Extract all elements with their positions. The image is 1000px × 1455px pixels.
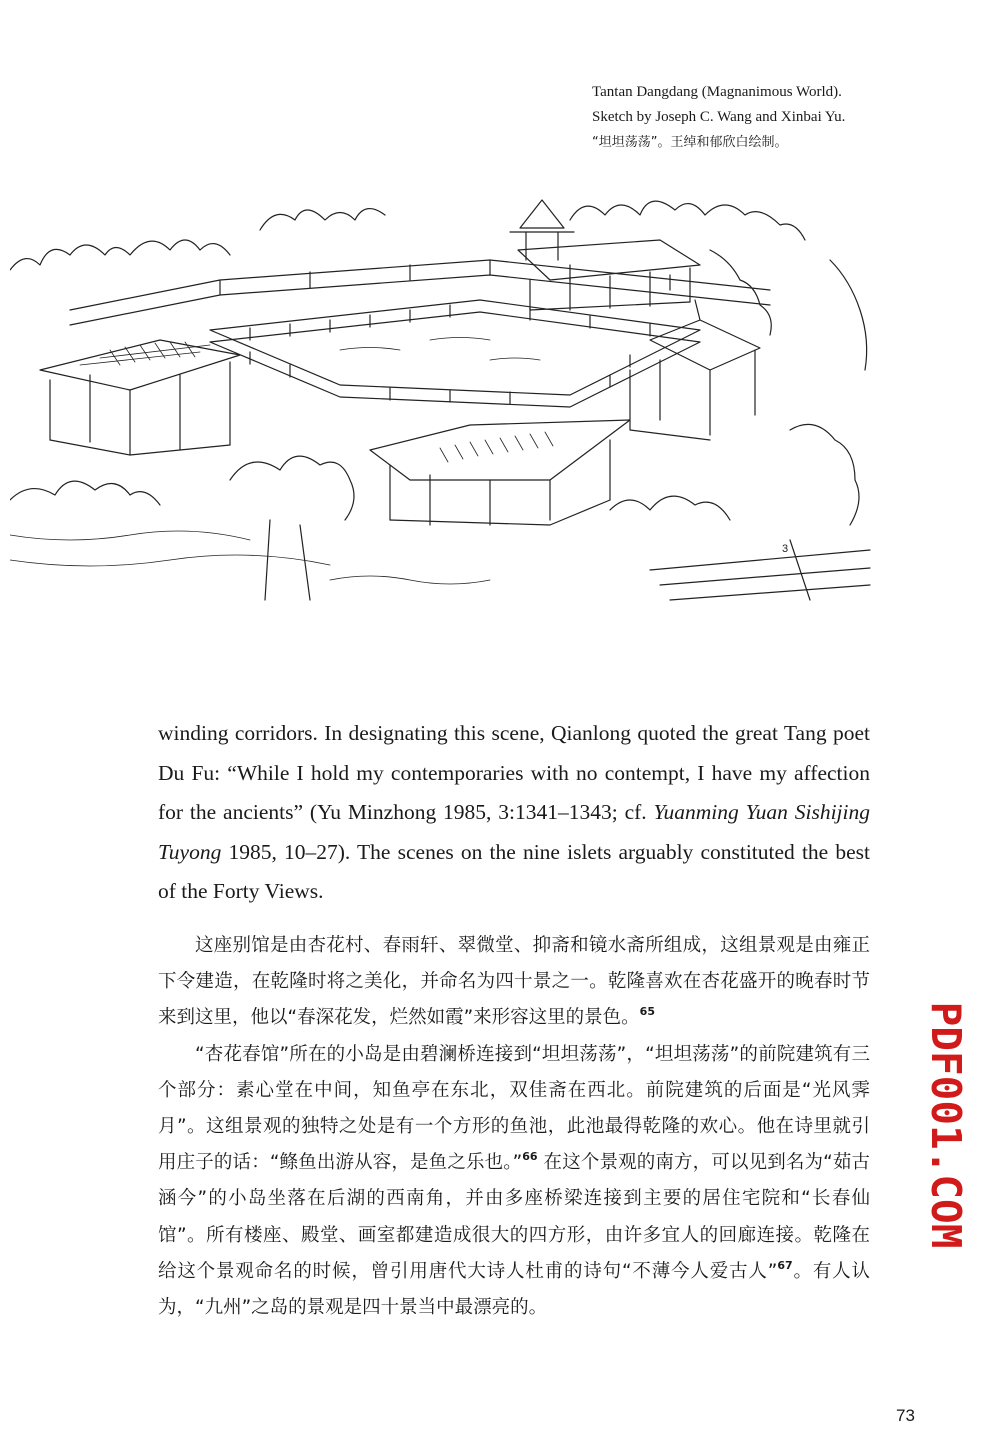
english-body — [158, 714, 870, 912]
watermark — [908, 1000, 978, 1250]
book-title: Yuanming Yuan Sishijing Tuyong — [158, 800, 870, 864]
caption-line-english-credit: Sketch by Joseph C. Wang and Xinbai Yu. — [592, 109, 846, 125]
caption-line-english-title: Tantan Dangdang (Magnanimous World). — [592, 84, 842, 100]
chinese-paragraph-2-text-a: “杏花春馆”所在的小岛是由碧澜桥连接到“坦坦荡荡”，“坦坦荡荡”的前院建筑有三个部分：素心堂在中间，知鱼亭在东北，双佳斋在西北。前院建筑的后面是“光风霁月”。这组景观的独特之处是有一个方形的鱼池，此池最得乾隆的欢心。他在诗里就引用庄子的话：“鲦鱼出游从容，是鱼之乐也。” — [158, 1043, 870, 1174]
footnote-ref-67: 67 — [777, 1258, 793, 1272]
english-text-part-2: 1985, 10–27). The scenes on the nine islets arguably constituted the best of the Forty Views. — [158, 839, 870, 903]
chinese-paragraph-1-text: 这座别馆是由杏花村、春雨轩、翠微堂、抑斋和镜水斋所组成，这组景观是由雍正下令建造，在乾隆时将之美化，并命名为四十景之一。乾隆喜欢在杏花盛开的晚春时节来到这里，他以“春深花发，烂然如霞”来形容这里的景色。 — [158, 935, 870, 1029]
caption-line-chinese: “坦坦荡荡”。王绰和郁欣白绘制。 — [592, 135, 788, 150]
courtyard-sketch — [10, 180, 872, 620]
footnote-ref-65: 65 — [639, 1005, 655, 1019]
chinese-paragraph-2-text-c: 。有人认为，“九州”之岛的景观是四十景当中最漂亮的。 — [158, 1260, 870, 1319]
chinese-paragraph-2-text-b: 在这个景观的南方，可以见到名为“茹古涵今”的小岛坐落在后湖的西南角，并由多座桥梁连接到主要的居住宅院和“长春仙馆”。所有楼座、殿堂、画室都建造成很大的四方形，由许多宜人的回廊连接。乾隆在给这个景观命名的时候，曾引用唐代大诗人杜甫的诗句“不薄今人爱古人” — [158, 1152, 871, 1282]
figure-caption — [592, 80, 892, 155]
footnote-ref-66: 66 — [522, 1150, 538, 1164]
chinese-paragraph-1 — [158, 928, 870, 1037]
chinese-paragraph-2 — [158, 1037, 870, 1327]
english-paragraph — [158, 714, 870, 912]
sketch-marker: 3 — [782, 543, 789, 555]
chinese-body — [158, 928, 870, 1326]
page-number: 73 — [896, 1406, 915, 1425]
english-text-part-1: winding corridors. In designating this scene, Qianlong quoted the great Tang poet Du Fu: “While I hold my contemporaries with no contempt, I have my affection for the ancients” (Yu Minzhong 1985, 3:1341–1343; cf. — [158, 721, 870, 824]
watermark-text: PDF001.COM — [922, 1001, 970, 1249]
